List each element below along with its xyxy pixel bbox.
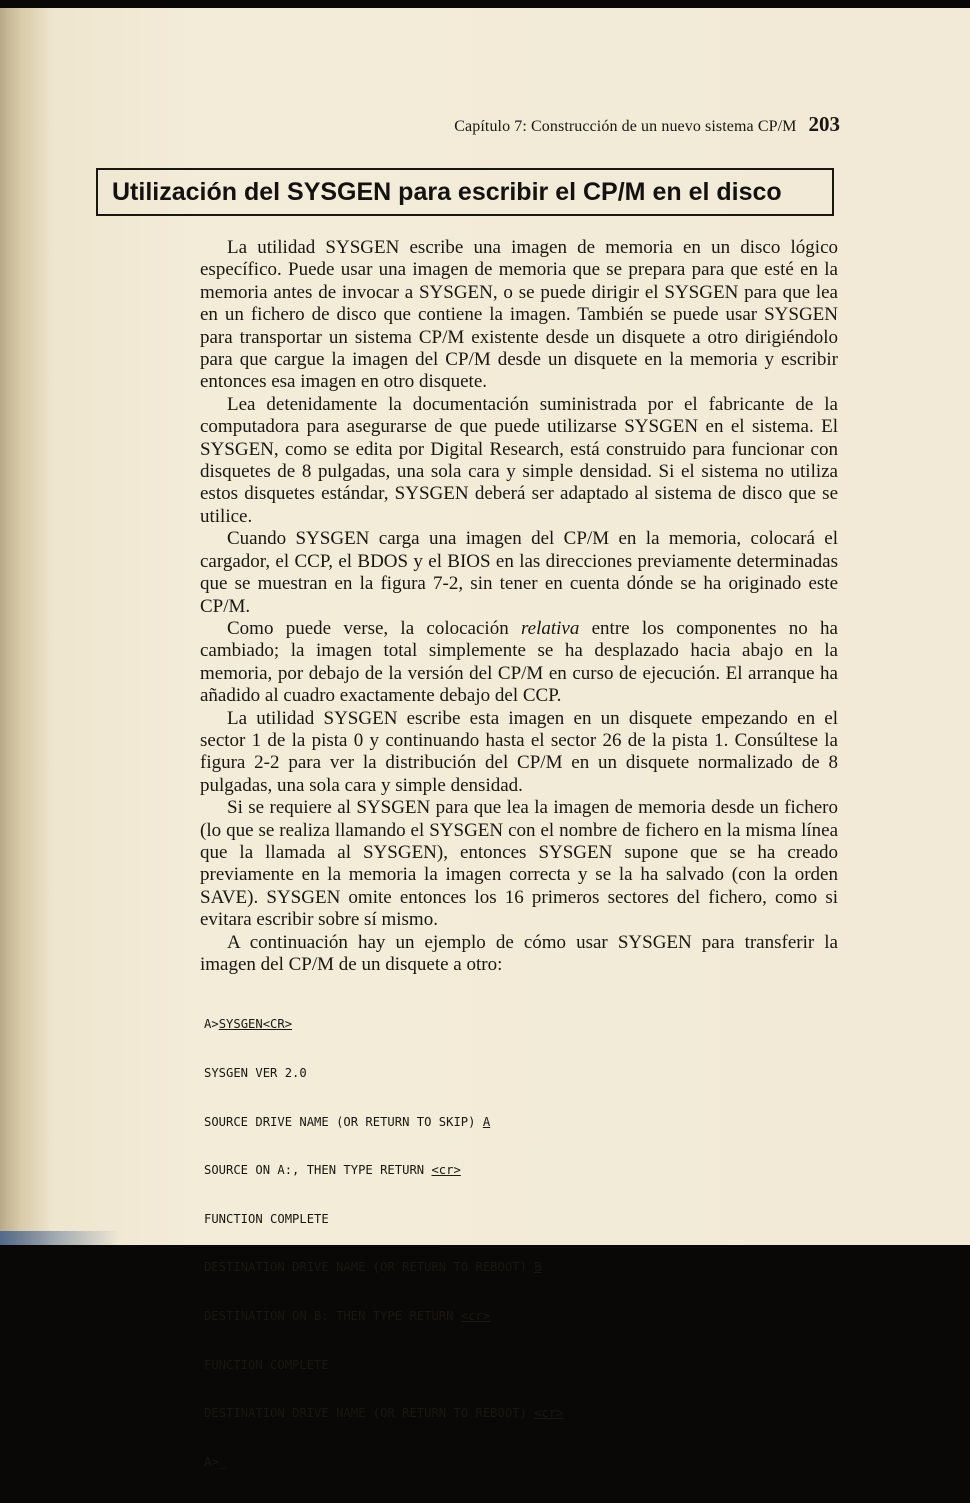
console-line: DESTINATION ON B: THEN TYPE RETURN <cr> bbox=[204, 1309, 491, 1324]
paragraph-text: Como puede verse, la colocación bbox=[227, 617, 521, 639]
emphasis-text: relativa bbox=[520, 617, 580, 639]
running-head bbox=[400, 112, 840, 137]
console-line: SOURCE ON A:, THEN TYPE RETURN <cr> bbox=[204, 1163, 461, 1178]
console-listing bbox=[204, 984, 564, 1503]
user-input: A bbox=[482, 1114, 491, 1129]
user-input: B bbox=[534, 1260, 542, 1275]
console-line: FUNCTION COMPLETE bbox=[204, 1211, 329, 1226]
console-line: DESTINATION DRIVE NAME (OR RETURN TO REBOOT) B bbox=[204, 1260, 542, 1275]
body-text bbox=[200, 237, 838, 976]
paragraph bbox=[200, 618, 838, 708]
page-gutter-shadow bbox=[0, 8, 52, 1245]
console-line: SYSGEN VER 2.0 bbox=[204, 1066, 307, 1081]
paragraph: A continuación hay un ejemplo de cómo usar SYSGEN para transferir la imagen del CP/M de un disquete a otro: bbox=[200, 931, 838, 975]
console-line: A>_ bbox=[204, 1454, 227, 1469]
console-line: FUNCTION COMPLETE bbox=[204, 1357, 329, 1372]
paragraph: La utilidad SYSGEN escribe una imagen de memoria en un disco lógico específico. Puede usar una imagen de memoria que se prepara para que esté en la memoria antes de invocar a SYSGEN, o se puede dirigir el SYSGEN para que lea en un fichero de disco que contiene la imagen. También se puede usar SYSGEN para transportar un sistema CP/M existente desde un disquete a otro dirigiéndolo para que cargue la imagen del CP/M desde un disquete en la memoria y escribir entonces esa imagen en otro disquete. bbox=[200, 237, 838, 393]
page-number: 203 bbox=[808, 112, 840, 136]
running-title: Capítulo 7: Construcción de un nuevo sistema CP/M bbox=[454, 118, 797, 135]
book-page bbox=[0, 8, 970, 1469]
paragraph-text: entre los componentes no ha cambiado; la imagen total simplemente se ha desplazado hacia abajo en la memoria, por debajo de la versión del CP/M en curso de ejecución. El arranque ha añadido al cuadro exactamente debajo del CCP. bbox=[200, 617, 838, 707]
section-heading: Utilización del SYSGEN para escribir el CP/M en el disco bbox=[112, 178, 782, 206]
paragraph: La utilidad SYSGEN escribe esta imagen en un disquete empezando en el sector 1 de la pista 0 y continuando hasta el sector 26 de la pista 1. Consúltese la figura 2-2 para ver la distribución del CP/M en un disquete normalizado de 8 pulgadas, una sola cara y simple densidad. bbox=[200, 707, 838, 796]
paragraph: Cuando SYSGEN carga una imagen del CP/M en la memoria, colocará el cargador, el CCP, el BDOS y el BIOS en las direcciones previamente determinadas que se muestran en la figura 7-2, sin tener en cuenta dónde se ha originado este CP/M. bbox=[200, 528, 838, 617]
console-line: A>SYSGEN<CR> bbox=[204, 1017, 293, 1032]
user-input: <cr> bbox=[431, 1163, 461, 1178]
user-input: SYSGEN<CR> bbox=[218, 1017, 293, 1032]
console-line: DESTINATION DRIVE NAME (OR RETURN TO REBOOT) <cr> bbox=[204, 1406, 564, 1421]
page-edge bbox=[0, 1231, 120, 1245]
user-input: <cr> bbox=[534, 1406, 564, 1421]
paragraph: Si se requiere al SYSGEN para que lea la imagen de memoria desde un fichero (lo que se realiza llamando el SYSGEN con el nombre de fichero en la misma línea que la llamada al SYSGEN), entonces SYSGEN supone que se ha creado previamente en la memoria la imagen correcta y se la ha salvado (con la orden SAVE). SYSGEN omite entonces los 16 primeros sectores del fichero, como si evitara escribir sobre sí mismo. bbox=[200, 797, 838, 931]
cursor: _ bbox=[218, 1454, 227, 1469]
section-heading-box bbox=[96, 168, 834, 216]
console-line: SOURCE DRIVE NAME (OR RETURN TO SKIP) A bbox=[204, 1114, 491, 1129]
user-input: <cr> bbox=[460, 1309, 491, 1324]
paragraph: Lea detenidamente la documentación suministrada por el fabricante de la computadora para asegurarse de que puede utilizarse SYSGEN en el sistema. El SYSGEN, como se edita por Digital Research, está construido para funcionar con disquetes de 8 pulgadas, una sola cara y simple densidad. Si el sistema no utiliza estos disquetes estándar, SYSGEN deberá ser adaptado al sistema de disco que se utilice. bbox=[200, 393, 838, 527]
